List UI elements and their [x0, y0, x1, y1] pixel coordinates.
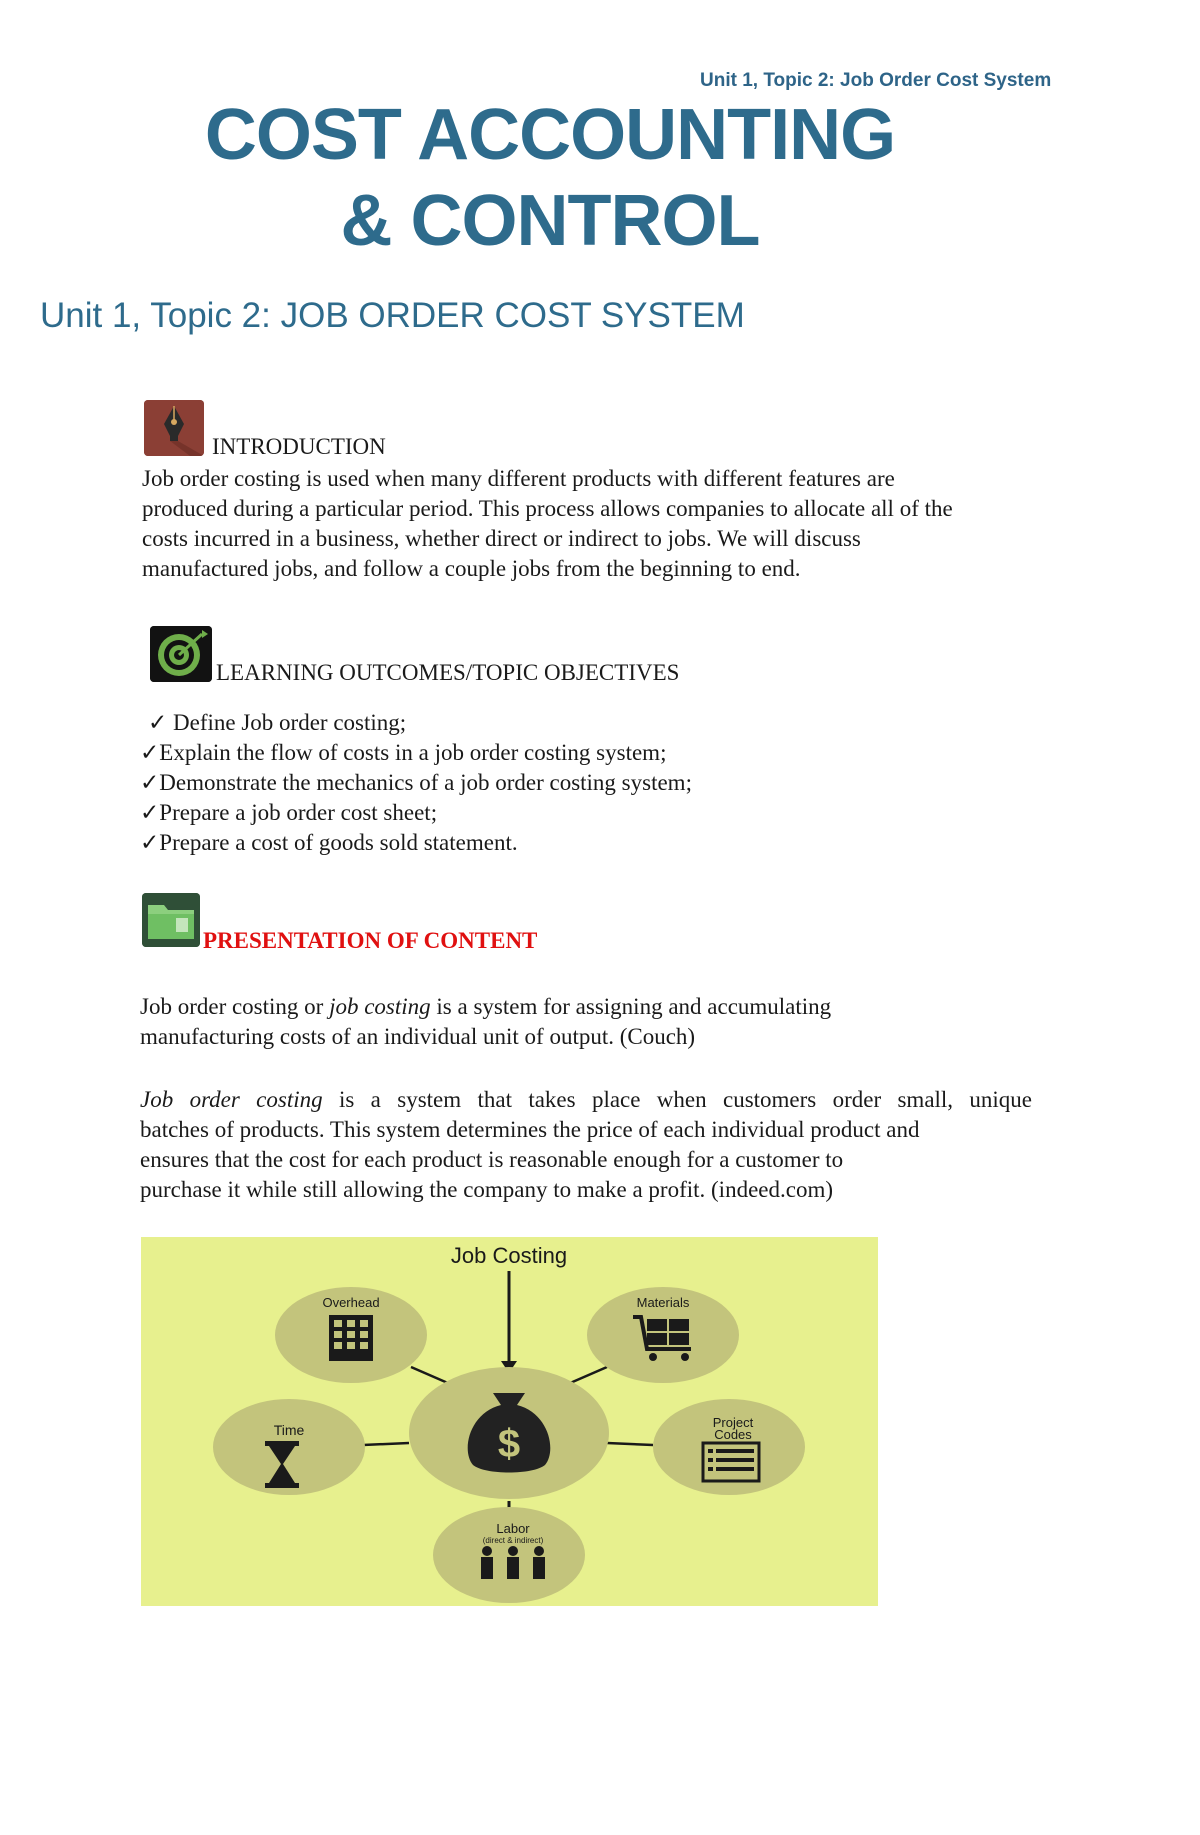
list-item: ✓Prepare a job order cost sheet; [140, 800, 438, 825]
presentation-label: PRESENTATION OF CONTENT [203, 928, 538, 953]
job-costing-diagram [141, 1237, 878, 1606]
connector [363, 1443, 409, 1445]
target-icon [150, 626, 212, 682]
paragraph-line [140, 992, 831, 1022]
pen-icon [144, 400, 204, 456]
overhead-label: Overhead [322, 1295, 380, 1310]
text-run: is a system that takes place when customers order small, unique [322, 1087, 1033, 1112]
objectives-list [140, 708, 692, 858]
labor-label: Labor [496, 1521, 530, 1536]
project-codes-label: Project [712, 1415, 754, 1430]
connector [607, 1443, 653, 1445]
diagram-title: Job Costing [450, 1243, 568, 1268]
dollar-symbol: $ [497, 1422, 521, 1466]
paragraph-line: ensures that the cost for each product is reasonable enough for a customer to [140, 1147, 844, 1172]
intro-line: produced during a particular period. This process allows companies to allocate all of the [142, 496, 953, 521]
building-icon [329, 1315, 373, 1361]
running-header: Unit 1, Topic 2: Job Order Cost System [700, 70, 1052, 91]
unit-heading: Unit 1, Topic 2: JOB ORDER COST SYSTEM [40, 296, 745, 335]
labor-sublabel: (direct & indirect) [482, 1536, 544, 1545]
introduction-body [142, 464, 953, 584]
list-item: ✓ Define Job order costing; [148, 710, 407, 735]
folder-icon [142, 893, 200, 947]
objectives-label: LEARNING OUTCOMES/TOPIC OBJECTIVES [216, 660, 680, 685]
title-line-2: & CONTROL [340, 181, 760, 261]
introduction-label: INTRODUCTION [212, 434, 386, 459]
time-label: Time [273, 1422, 305, 1438]
paragraph-line: batches of products. This system determines the price of each individual product and [140, 1117, 920, 1142]
materials-label: Materials [636, 1295, 690, 1310]
people-icon [481, 1546, 545, 1579]
text-run-italic: Job order costing [140, 1087, 323, 1112]
text-run-italic: job costing [329, 994, 431, 1019]
paragraph-line [140, 1085, 1032, 1115]
project-codes-label: Codes [714, 1427, 752, 1442]
title-line-1: COST ACCOUNTING [204, 95, 896, 175]
text-run: is a system for assigning and accumulating [430, 994, 832, 1019]
paragraph-line: purchase it while still allowing the company to make a profit. (indeed.com) [140, 1177, 833, 1202]
list-item: ✓Prepare a cost of goods sold statement. [140, 830, 518, 855]
presentation-paragraph-2 [140, 1085, 1032, 1205]
list-item: ✓Explain the flow of costs in a job order costing system; [140, 740, 667, 765]
intro-line: costs incurred in a business, whether direct or indirect to jobs. We will discuss [142, 526, 861, 551]
list-item: ✓Demonstrate the mechanics of a job order costing system; [140, 770, 692, 795]
text-run: Job order costing or [140, 994, 330, 1019]
intro-line: manufactured jobs, and follow a couple jobs from the beginning to end. [142, 556, 801, 581]
paragraph-line: manufacturing costs of an individual unit of output. (Couch) [140, 1024, 696, 1049]
presentation-paragraph-1 [140, 992, 831, 1052]
intro-line: Job order costing is used when many different products with different features are [142, 466, 895, 491]
main-title [0, 92, 1100, 264]
